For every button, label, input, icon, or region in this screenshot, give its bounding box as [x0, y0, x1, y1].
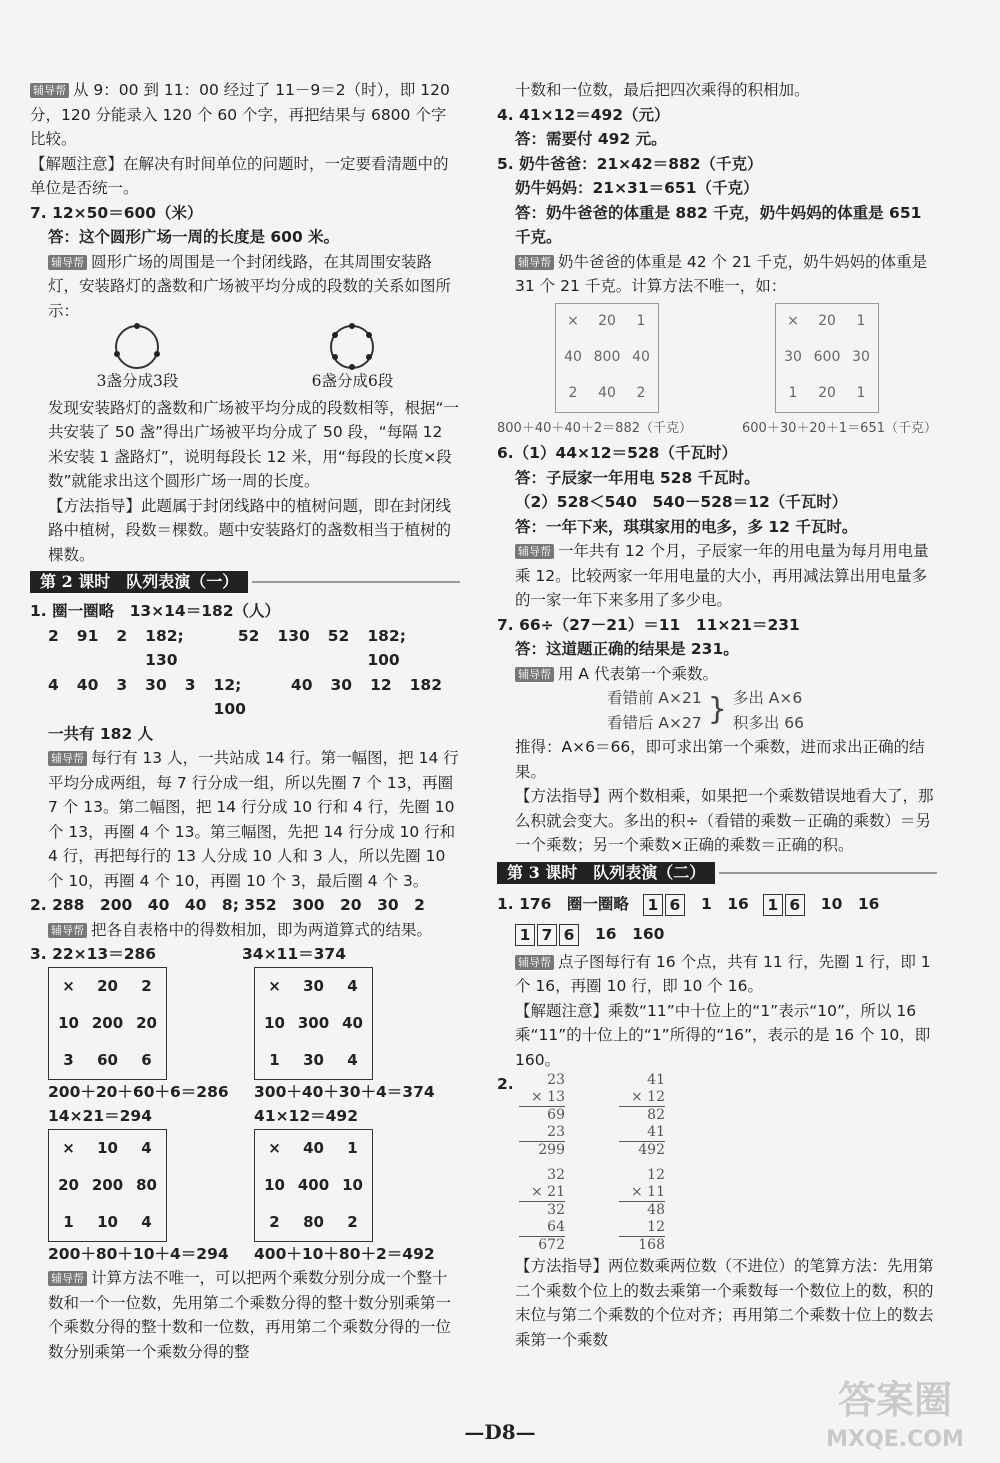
s2-row2: 4 40 3 30 3 12; 100 40 30 12 182 [48, 675, 442, 718]
s2-q3-help: 辅导帮 计算方法不唯一，可以把两个乘数分别分成一个整十数和一个一位数，先用第二个乘数分得的整十数分别乘第一个乘数分得的整十数和一位数，再用第二个乘数分得的一位数分别乘第一个乘数分得的整 [48, 1269, 452, 1361]
table-21x31: × 20 1 30 600 30 1 20 1 [775, 303, 879, 413]
vmult-12x11: 12 × 11 48 12 168 [619, 1167, 719, 1254]
q6-answer2: 答：一年下来，琪琪家用的电多，多 12 千瓦时。 [515, 517, 858, 536]
q7: 7. 12×50＝600（米） [30, 203, 203, 222]
q4: 4. 41×12＝492（元） [497, 105, 670, 124]
s3-help: 辅导帮 点子图每行有 16 个点，共有 11 行，先圈 1 行，即 1 个 16，再圈 10 行，即 10 个 16。 [515, 952, 931, 995]
circle-3-shape [115, 325, 159, 369]
grid-14x21: × 10 4 20 200 80 1 10 4 [48, 1129, 167, 1242]
s2-q3-heads2: 14×21＝294 41×12＝492 [48, 1107, 358, 1125]
help-p1: 辅导帮 从 9：00 到 11：00 经过了 11－9＝2（时），即 120 分，120 分能录入 120 个 60 个字，再把结果与 6800 个字比较。 [30, 81, 450, 148]
q7r-help: 辅导帮 用 A 代表第一个乘数。 [497, 662, 937, 687]
s2-q2: 2. 288 200 40 40 8; 352 300 20 30 2 [30, 896, 425, 914]
lamp-dot [134, 323, 140, 329]
left-column [30, 78, 460, 1364]
lamp-dot [366, 354, 372, 360]
s2-q1: 1. 圈一圈略 13×14＝182（人） [30, 602, 281, 620]
lamp-dot [366, 332, 372, 338]
q4-answer: 答：需要付 492 元。 [515, 130, 667, 148]
s3-q1: 1. 176 圈一圈略 1 6 1 16 1 6 10 16 [497, 895, 880, 914]
s2-q3-grids [30, 967, 460, 1080]
grid-22x13: × 20 2 10 200 20 3 60 6 [48, 967, 167, 1080]
circle-6-shape [330, 325, 374, 369]
caption-3: 3盏分成3段 [96, 372, 179, 390]
s2-q3-heads: 3. 22×13＝286 34×11＝374 [30, 945, 346, 963]
s2-q3-sums2: 200＋80＋10＋4＝294 400＋10＋80＋2＝492 [48, 1244, 435, 1263]
lamp-dot [154, 351, 160, 357]
q7r-answer: 答：这道题正确的结果是 231。 [515, 640, 739, 658]
vmult-41x12: 41 × 12 82 41 492 [619, 1072, 719, 1159]
s2-q1-help: 辅导帮 每行有 13 人，一共站成 14 行。第一幅图，把 14 行平均分成两组，每 7 行分成一组，所以先圈 7 个 13，再圈 7 个 13。第二幅图，把 14 行分成 10 行和 4 行，先圈 10 个 13，再圈 4 个 13。第三幅图，先把 14 行分成 10 行和 4 行，再把每行的 13 人分成 10 人和 3 人，所以先圈 10 个 10，再圈 4 个 10，再圈 10 个 3，最后圈 4 个 3。 [48, 749, 459, 890]
watermark: 答案圈 MXQE.COM [826, 1378, 964, 1452]
q7-para: 发现安装路灯的盏数和广场被平均分成的段数相等，根据“一共安装了 50 盏”得出广场被平均分成了 50 段，“每隔 12 米安装 1 盏路灯”，说明每段长 12 米，用“每段的长度×段数”就能求出这个圆形广场一周的长度。 [48, 398, 460, 490]
q6-help: 辅导帮 一年共有 12 个月，子辰家一年的用电量为每月用电量乘 12。比较两家一年用电量的大小，再用减法算出用电量多的一家一年下来多用了多少电。 [515, 542, 929, 609]
grid-41x12: × 40 1 10 400 10 2 80 2 [254, 1129, 373, 1242]
s3-q2: 2. 23 × 13 69 23 299 41 × 12 82 41 492 32 × 21 32 64 672 12 × 11 48 12 168 [497, 1072, 937, 1254]
page-number: —D8— [464, 1420, 536, 1444]
q5-b: 奶牛妈妈：21×31＝651（千克） [515, 179, 759, 197]
note-p2: 【解题注意】在解决有时间单位的问题时，一定要看清题中的单位是否统一。 [30, 154, 449, 197]
q6-answer: 答：子辰家一年用电 528 千瓦时。 [515, 468, 760, 487]
circle-6 [312, 325, 394, 394]
q5-help: 辅导帮 奶牛爸爸的体重是 42 个 21 千克，奶牛妈妈的体重是 31 个 21 千克。计算方法不唯一，如： [515, 252, 928, 295]
q7r: 7. 66÷（27－21）＝11 11×21＝231 [497, 615, 800, 634]
lamp-dot [332, 332, 338, 338]
grid-34x11: × 30 4 10 300 40 1 30 4 [254, 967, 373, 1080]
s3-note: 【解题注意】乘数“11”中十位上的“1”表示“10”，所以 16 乘“11”的十位上的“1”所得的“16”，表示的是 16 个 10，即 160。 [515, 1001, 931, 1069]
s2-row1: 2 91 2 182; 130 52 130 52 182; 100 [48, 626, 406, 669]
q7r-brace: 看错前 A×21 看错后 A×27 } 多出 A×6 积多出 66 [607, 689, 804, 732]
q7-help: 辅导帮 圆形广场的周围是一个封闭线路，在其周围安装路灯，安装路灯的盏数和广场被平均分成的段数的关系如图所示： [48, 252, 452, 320]
q6: 6.（1）44×12＝528（千瓦时） [497, 444, 737, 462]
q5-sums: 800＋40＋40＋2＝882（千克） 600＋30＋20＋1＝651（千克） [497, 420, 937, 436]
brace-icon: } [707, 692, 727, 728]
r-cont: 十数和一位数，最后把四次乘得的积相加。 [515, 81, 810, 99]
s2-q2-help: 辅导帮 把各自表格中的得数相加，即为两道算式的结果。 [30, 918, 460, 943]
vertical-mults [519, 1072, 719, 1254]
q7r-method: 【方法指导】两个数相乘，如果把一个乘数错误地看大了，那么积就会变大。多出的积÷（看错的乘数－正确的乘数）＝另一个乘数；另一个乘数×正确的乘数＝正确的积。 [515, 787, 934, 854]
lamp-dot [114, 351, 120, 357]
caption-6: 6盏分成6段 [311, 372, 394, 390]
s2-q1-answer: 一共有 182 人 [48, 724, 154, 743]
circle-diagram [30, 325, 460, 394]
vmult-23x13: 23 × 13 69 23 299 [519, 1072, 619, 1159]
table-21x42: × 20 1 40 800 40 2 40 2 [555, 303, 659, 413]
q5-answer: 答：奶牛爸爸的体重是 882 千克，奶牛妈妈的体重是 651 千克。 [515, 203, 922, 246]
right-column [497, 78, 937, 1352]
s2-q3-sums1: 200＋20＋60＋6＝286 300＋40＋30＋4＝374 [48, 1082, 435, 1101]
vmult-32x21: 32 × 21 32 64 672 [519, 1167, 619, 1254]
q5: 5. 奶牛爸爸：21×42＝882（千克） [497, 154, 763, 173]
q6-b: （2）528＜540 540－528＝12（千瓦时） [515, 493, 848, 511]
lamp-dot [332, 354, 338, 360]
q7-method: 【方法指导】此题属于封闭线路中的植树问题，即在封闭线路中植树，段数＝棵数。题中安装路灯的盏数相当于植树的棵数。 [48, 496, 452, 564]
q7-answer: 答：这个圆形广场一周的长度是 600 米。 [48, 228, 340, 246]
section-2-header: 第 2 课时 队列表演（一） [30, 571, 460, 593]
s2-q3-grids2 [30, 1129, 460, 1242]
help-badge: 辅导帮 [30, 83, 69, 98]
q7r-para: 推得：A×6＝66，即可求出第一个乘数，进而求出正确的结果。 [515, 738, 925, 781]
q5-tables [497, 303, 937, 413]
s3-q1-row2: 1 7 6 16 160 [497, 920, 937, 950]
s3-method: 【方法指导】两位数乘两位数（不进位）的笔算方法：先用第二个乘数个位上的数去乘第一个乘数每一个数位上的数，积的末位与第二个乘数的个位对齐；再用第二个乘数十位上的数去乘第一个乘数 [515, 1257, 934, 1349]
section-3-header: 第 3 课时 队列表演（二） [497, 862, 937, 884]
circle-3 [97, 325, 179, 394]
lamp-dot [349, 323, 355, 329]
